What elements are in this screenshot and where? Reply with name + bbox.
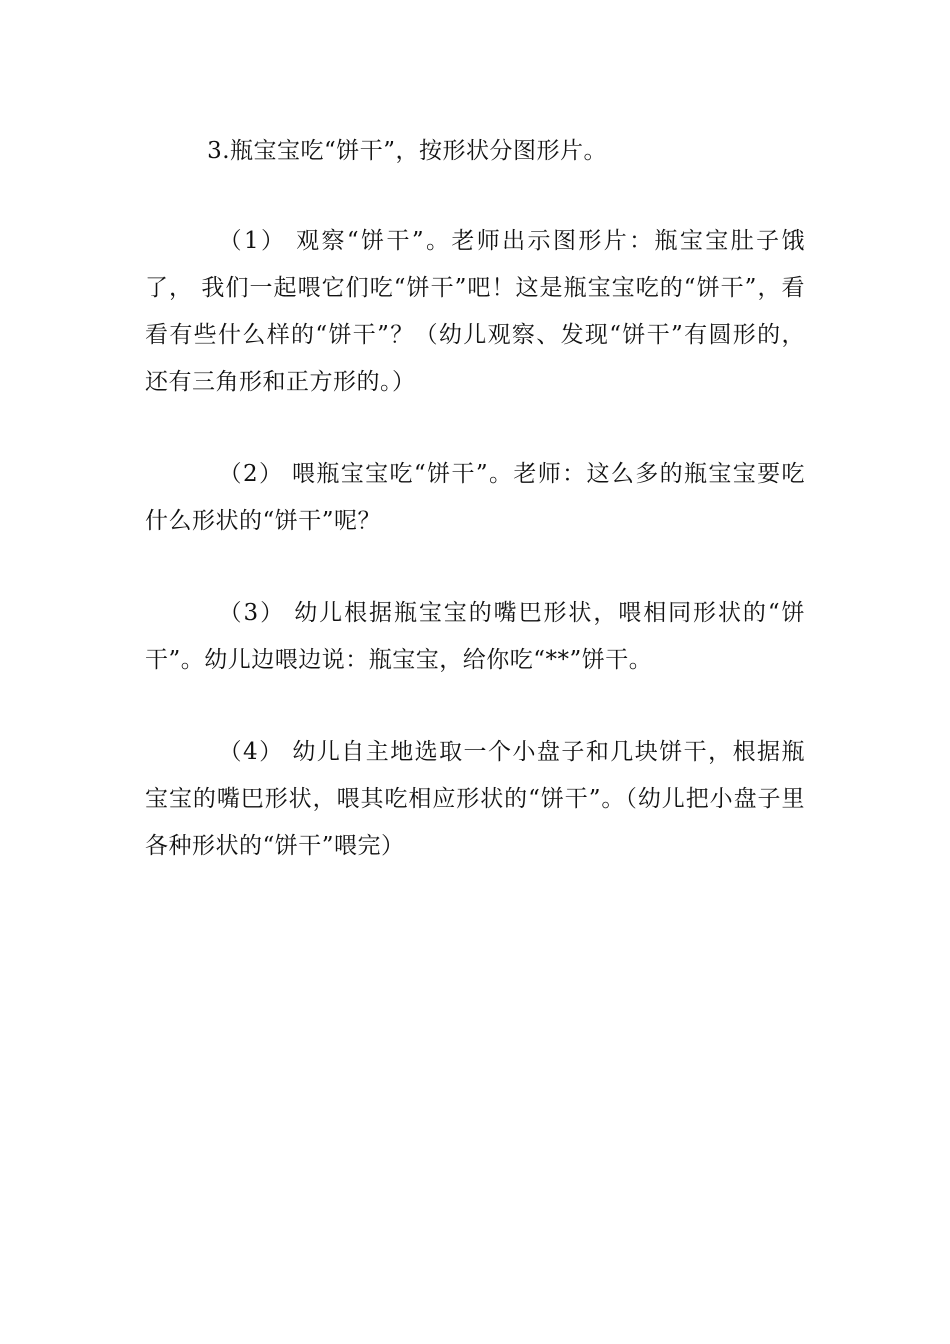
section-heading: 3.瓶宝宝吃“饼干”，按形状分图形片。 bbox=[207, 138, 608, 164]
paragraph-self-select-plate: （4） 幼儿自主地选取一个小盘子和几块饼干，根据瓶宝宝的嘴巴形状，喂其吃相应形状的“饼干”。（幼儿把小盘子里各种形状的“饼干”喂完） bbox=[145, 739, 805, 859]
paragraph-feed-bottle-babies: （2） 喂瓶宝宝吃“饼干”。老师：这么多的瓶宝宝要吃什么形状的“饼干”呢？ bbox=[145, 461, 805, 534]
document-body bbox=[145, 128, 805, 870]
paragraph-observe-biscuits: （1） 观察“饼干”。老师出示图形片：瓶宝宝肚子饿了， 我们一起喂它们吃“饼干”吧！这是瓶宝宝吃的“饼干”，看看有些什么样的“饼干”？（幼儿观察、发现“饼干”有圆形的，还有三角形和正方形的。） bbox=[145, 228, 805, 395]
paragraph-match-mouth-shape: （3） 幼儿根据瓶宝宝的嘴巴形状，喂相同形状的“饼干”。幼儿边喂边说：瓶宝宝，给你吃“**”饼干。 bbox=[145, 600, 805, 673]
